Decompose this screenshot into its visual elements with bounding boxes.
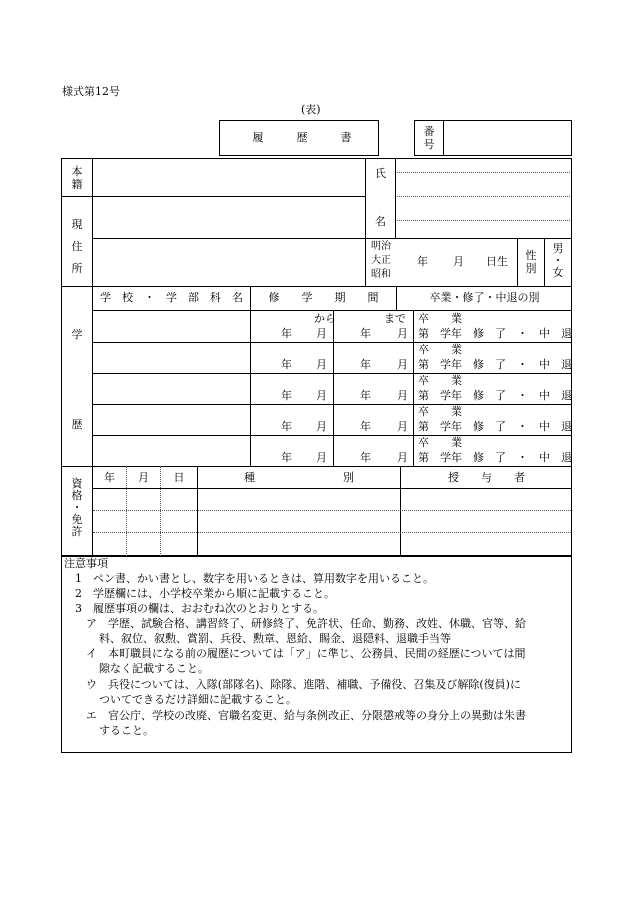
edu-row1-school-field[interactable]: [93, 311, 249, 341]
birth-day-label: 日生: [486, 255, 508, 268]
name-field[interactable]: [396, 159, 571, 237]
edu-row4-status-bottom: 第 学年 修 了 ・ 中 退: [418, 420, 572, 433]
education-label-bottom: 歴: [71, 418, 83, 431]
col-grantor-header: 授 与 者: [448, 471, 525, 484]
front-label: (表): [301, 103, 321, 116]
honseki-label: 本 籍: [71, 165, 83, 191]
note-i-line1: イ 本町職員になる前の履歴については「ア」に準じ、公務員、民間の経歴については間: [86, 647, 526, 660]
note-a-line2: 料、叙位、叙勲、賞罰、兵役、勲章、恩給、賜金、退隠料、退職手当等: [99, 632, 451, 645]
col-year-header: 年: [104, 471, 115, 484]
col-day-header: 日: [173, 471, 185, 484]
name-label-bottom: 名: [375, 215, 386, 228]
edu-row3-until-year: 年: [360, 389, 371, 402]
edu-row3-from-month: 月: [316, 389, 327, 402]
until-label: まで: [384, 312, 406, 325]
number-field[interactable]: [444, 121, 571, 155]
edu-row1-until-month: 月: [397, 327, 408, 340]
era-options[interactable]: 明治 大正 昭和: [371, 241, 391, 280]
edu-row4-until-month: 月: [397, 420, 408, 433]
gender-label: 性 別: [525, 249, 537, 275]
edu-row4-until-year: 年: [360, 420, 371, 433]
edu-row4-from-month: 月: [316, 420, 327, 433]
edu-row2-until-month: 月: [397, 358, 408, 371]
gender-options[interactable]: 男 ・ 女: [552, 242, 564, 279]
edu-row3-from-year: 年: [281, 389, 292, 402]
edu-row5-school-field[interactable]: [93, 436, 249, 465]
edu-row2-until-year: 年: [360, 358, 371, 371]
note-item-1: 1 ペン書、かい書とし、数字を用いるときは、算用数字を用いること。: [75, 572, 434, 585]
edu-row2-status-bottom: 第 学年 修 了 ・ 中 退: [418, 358, 572, 371]
edu-row5-from-month: 月: [316, 451, 327, 464]
page-title: 履 歴 書: [252, 131, 352, 144]
col-school-header: 学 校 ・ 学 部 科 名: [100, 291, 243, 304]
edu-row3-status-bottom: 第 学年 修 了 ・ 中 退: [418, 389, 572, 402]
birth-year-label: 年: [417, 255, 428, 268]
col-period-header: 修 学 期 間: [268, 291, 379, 304]
edu-row5-status-top: 卒 業: [418, 436, 462, 449]
number-label: 番 号: [423, 125, 435, 151]
edu-row1-until-year: 年: [360, 327, 371, 340]
birth-month-label: 月: [453, 255, 464, 268]
note-u-line2: ついてできるだけ詳細に記載すること。: [99, 693, 297, 706]
edu-row1-from-year: 年: [281, 327, 292, 340]
form-number: 様式第12号: [62, 85, 120, 98]
edu-row4-school-field[interactable]: [93, 405, 249, 434]
edu-row3-until-month: 月: [397, 389, 408, 402]
note-e-line1: エ 官公庁、学校の改廃、官職名変更、給与条例改正、分限懲戒等の身分上の異動は朱書: [86, 709, 526, 722]
name-label-top: 氏: [375, 167, 386, 180]
edu-row5-from-year: 年: [281, 451, 292, 464]
edu-row1-status-bottom: 第 学年 修 了 ・ 中 退: [418, 327, 572, 340]
edu-row5-until-month: 月: [397, 451, 408, 464]
edu-row2-status-top: 卒 業: [418, 343, 462, 356]
edu-row2-from-year: 年: [281, 358, 292, 371]
genjusho-field[interactable]: [93, 197, 364, 285]
edu-row4-from-year: 年: [281, 420, 292, 433]
from-label: から: [314, 312, 336, 325]
note-item-2: 2 学歴欄には、小学校卒業から順に記載すること。: [75, 587, 335, 600]
edu-row5-status-bottom: 第 学年 修 了 ・ 中 退: [418, 451, 572, 464]
edu-row3-status-top: 卒 業: [418, 374, 462, 387]
col-status-header: 卒業・修了・中退の別: [429, 291, 540, 304]
col-month-header: 月: [138, 471, 149, 484]
edu-row2-school-field[interactable]: [93, 343, 249, 372]
honseki-field[interactable]: [93, 159, 364, 195]
qualifications-label: 資 格 ・ 免 許: [71, 477, 83, 538]
note-u-line1: ウ 兵役については、入隊(部隊名)、除隊、進階、補職、予備役、召集及び解除(復員)に: [86, 678, 521, 691]
col-type-header: 種 別: [244, 471, 354, 484]
note-a-line1: ア 学歴、試験合格、講習終了、研修終了、免許状、任命、勤務、改姓、休職、官等、給: [86, 617, 526, 630]
note-i-line2: 隙なく記載すること。: [99, 662, 209, 675]
edu-row5-until-year: 年: [360, 451, 371, 464]
note-e-line2: すること。: [99, 724, 154, 737]
notes-heading: 注意事項: [64, 557, 108, 570]
edu-row1-from-month: 月: [316, 327, 327, 340]
edu-row3-school-field[interactable]: [93, 374, 249, 403]
edu-row2-from-month: 月: [316, 358, 327, 371]
edu-row4-status-top: 卒 業: [418, 405, 462, 418]
note-item-3: 3 履歴事項の欄は、おおむね次のとおりとする。: [75, 602, 324, 615]
edu-row1-status-top: 卒 業: [418, 312, 462, 325]
education-label-top: 学: [71, 328, 83, 341]
genjusho-label: 現 住 所: [71, 218, 83, 275]
